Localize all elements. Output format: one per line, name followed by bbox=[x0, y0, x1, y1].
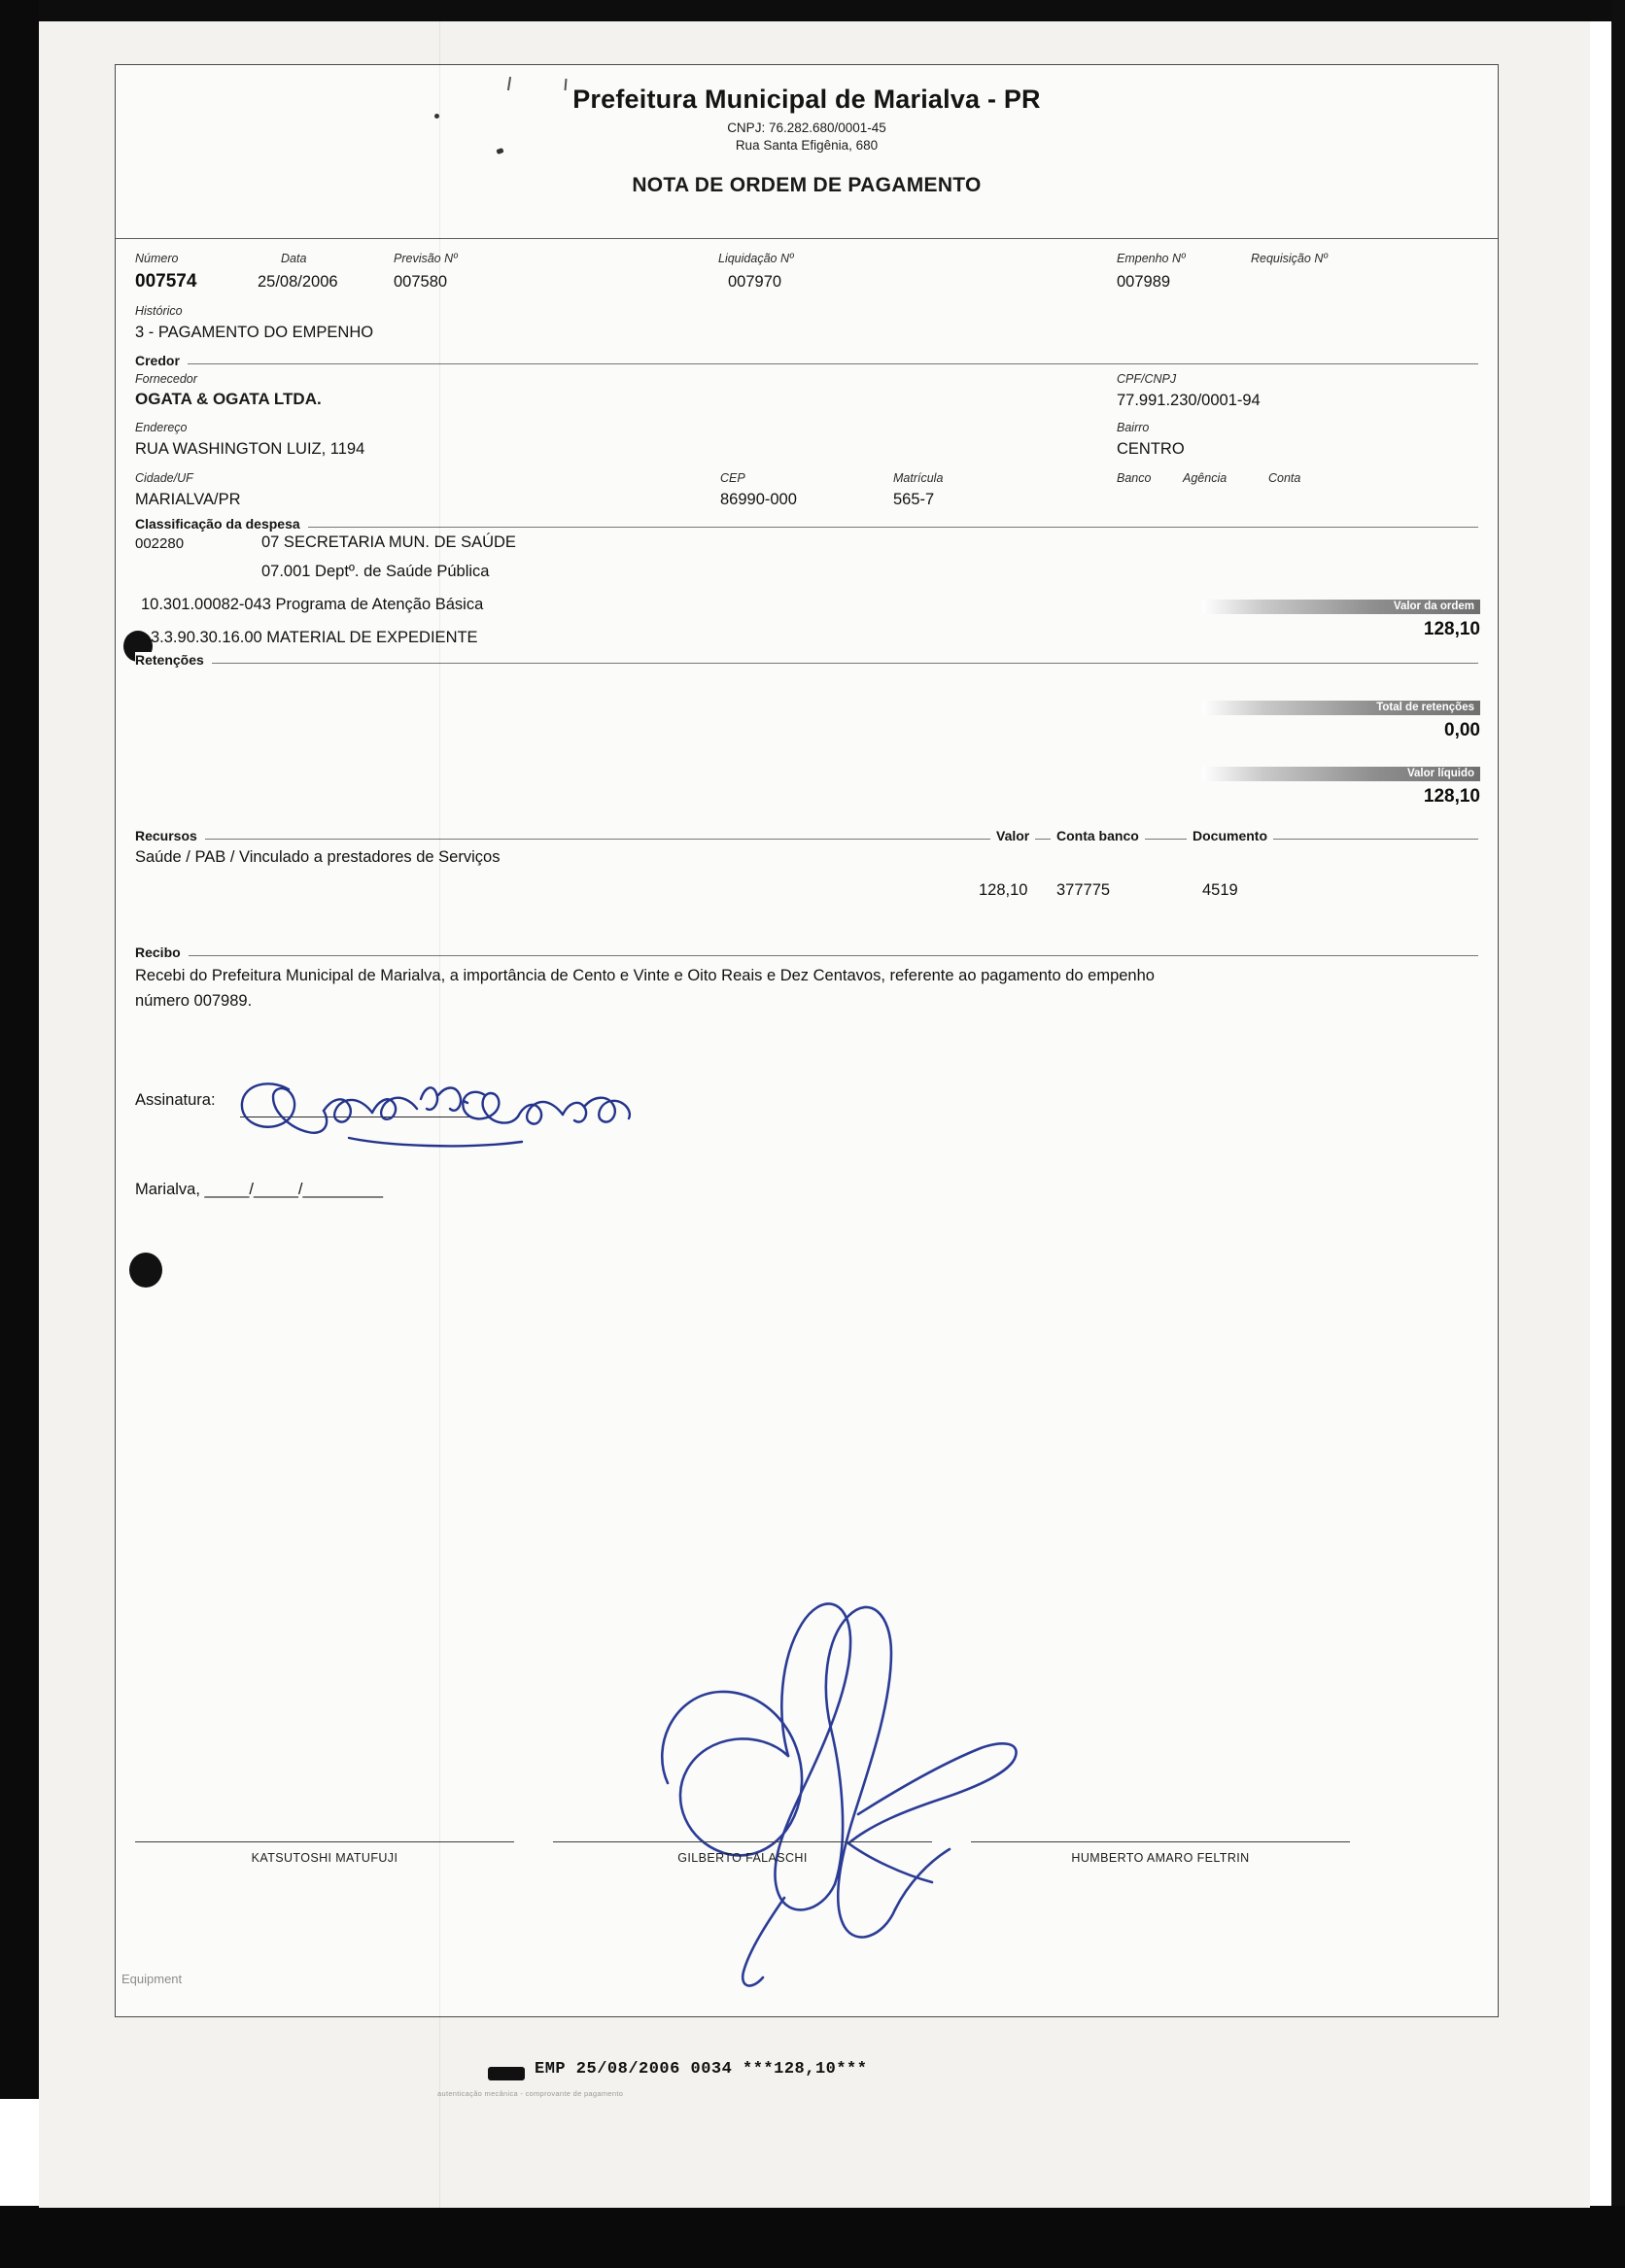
classificacao-codigo: 002280 bbox=[135, 535, 185, 552]
banco-label: Banco bbox=[1117, 471, 1152, 485]
bairro-value: CENTRO bbox=[1117, 440, 1185, 458]
scanned-page bbox=[39, 21, 1590, 2208]
retencoes-section-label: Retenções bbox=[135, 652, 212, 668]
cidade-data-line: Marialva, _____/_____/_________ bbox=[135, 1181, 384, 1198]
stamp-ink-block bbox=[488, 2067, 525, 2080]
handwritten-signature-main bbox=[640, 1523, 1107, 1989]
assinatura-label: Assinatura: bbox=[135, 1091, 216, 1109]
total-retencoes-value: 0,00 bbox=[1444, 720, 1480, 740]
footer-sign-line-1 bbox=[135, 1841, 514, 1842]
numero-value: 007574 bbox=[135, 271, 197, 292]
scan-edge-top bbox=[0, 0, 1625, 21]
liquidacao-label: Liquidação Nº bbox=[718, 252, 794, 265]
recibo-text-line1: Recebi do Prefeitura Municipal de Marialva, a importância de Cento e Vinte e Oito Reais e Dez Centavos, referente ao pagamento do empenho bbox=[135, 967, 1155, 984]
recursos-descricao: Saúde / PAB / Vinculado a prestadores de Serviços bbox=[135, 848, 501, 866]
page-title: Prefeitura Municipal de Marialva - PR bbox=[572, 85, 1041, 114]
mechanical-stamp-text: EMP 25/08/2006 0034 ***128,10*** bbox=[535, 2060, 868, 2079]
requisicao-label: Requisição Nº bbox=[1251, 252, 1328, 265]
cpfcnpj-value: 77.991.230/0001-94 bbox=[1117, 392, 1261, 409]
valor-liquido-banner bbox=[1202, 767, 1480, 781]
cpfcnpj-label: CPF/CNPJ bbox=[1117, 372, 1177, 386]
footer-signer-1: KATSUTOSHI MATUFUJI bbox=[251, 1851, 398, 1865]
cep-label: CEP bbox=[720, 471, 745, 485]
endereco-value: RUA WASHINGTON LUIZ, 1194 bbox=[135, 440, 365, 458]
recursos-col-valor: Valor bbox=[990, 828, 1035, 843]
valor-ordem-value: 128,10 bbox=[1423, 619, 1480, 639]
document-type-title: NOTA DE ORDEM DE PAGAMENTO bbox=[632, 174, 982, 196]
recursos-section-rule bbox=[135, 839, 1478, 840]
recursos-valor: 128,10 bbox=[979, 881, 1028, 899]
footer-sign-line-2 bbox=[553, 1841, 932, 1842]
data-value: 25/08/2006 bbox=[258, 273, 338, 291]
classificacao-line-1: 07.001 Deptº. de Saúde Pública bbox=[261, 563, 490, 580]
fold-line bbox=[439, 21, 440, 2208]
recursos-documento: 4519 bbox=[1202, 881, 1238, 899]
recursos-col-conta: Conta banco bbox=[1051, 828, 1145, 843]
matricula-value: 565-7 bbox=[893, 491, 935, 508]
empenho-value: 007989 bbox=[1117, 273, 1171, 291]
liquidacao-value: 007970 bbox=[728, 273, 782, 291]
header-cnpj: CNPJ: 76.282.680/0001-45 bbox=[727, 120, 886, 135]
historico-label: Histórico bbox=[135, 304, 183, 318]
scan-edge-bottom bbox=[0, 2206, 1625, 2268]
footer-signer-2: GILBERTO FALASCHI bbox=[677, 1851, 808, 1865]
data-label: Data bbox=[281, 252, 307, 265]
classificacao-line-2: 10.301.00082-043 Programa de Atenção Básica bbox=[141, 596, 484, 613]
fornecedor-label: Fornecedor bbox=[135, 372, 197, 386]
scan-edge-left bbox=[0, 0, 39, 2099]
valor-ordem-banner bbox=[1202, 600, 1480, 614]
matricula-label: Matrícula bbox=[893, 471, 944, 485]
recibo-text-line2: número 007989. bbox=[135, 992, 253, 1010]
recursos-section-label: Recursos bbox=[135, 828, 205, 843]
historico-value: 3 - PAGAMENTO DO EMPENHO bbox=[135, 324, 374, 341]
conta-label: Conta bbox=[1268, 471, 1301, 485]
classificacao-section-label: Classificação da despesa bbox=[135, 516, 308, 532]
mechanical-stamp-subtext: autenticação mecânica - comprovante de pagamento bbox=[437, 2089, 624, 2098]
fornecedor-value: OGATA & OGATA LTDA. bbox=[135, 390, 322, 408]
scan-edge-right bbox=[1611, 0, 1625, 2268]
cidade-label: Cidade/UF bbox=[135, 471, 193, 485]
recibo-section-rule bbox=[135, 955, 1478, 956]
valor-liquido-label: Valor líquido bbox=[1406, 768, 1474, 779]
document-sheet bbox=[115, 64, 1499, 2017]
valor-ordem-label: Valor da ordem bbox=[1393, 601, 1474, 612]
recursos-conta-banco: 377775 bbox=[1056, 881, 1111, 899]
recursos-col-documento: Documento bbox=[1187, 828, 1273, 843]
endereco-label: Endereço bbox=[135, 421, 188, 434]
previsao-value: 007580 bbox=[394, 273, 448, 291]
equipment-label: Equipment bbox=[121, 1972, 183, 1986]
empenho-label: Empenho Nº bbox=[1117, 252, 1186, 265]
footer-sign-line-3 bbox=[971, 1841, 1350, 1842]
cidade-value: MARIALVA/PR bbox=[135, 491, 241, 508]
bairro-label: Bairro bbox=[1117, 421, 1150, 434]
numero-label: Número bbox=[135, 252, 179, 265]
agencia-label: Agência bbox=[1183, 471, 1227, 485]
total-retencoes-banner bbox=[1202, 701, 1480, 715]
handwritten-signature-recibo bbox=[230, 1056, 658, 1158]
valor-liquido-value: 128,10 bbox=[1423, 786, 1480, 807]
credor-section-label: Credor bbox=[135, 353, 188, 368]
retencoes-section-rule bbox=[135, 663, 1478, 664]
ink-blob bbox=[129, 1253, 162, 1288]
cep-value: 86990-000 bbox=[720, 491, 797, 508]
classificacao-line-0: 07 SECRETARIA MUN. DE SAÚDE bbox=[261, 533, 516, 551]
credor-section-rule bbox=[135, 363, 1478, 364]
header-divider bbox=[116, 238, 1498, 239]
classificacao-line-3: 3.3.90.30.16.00 MATERIAL DE EXPEDIENTE bbox=[151, 629, 478, 646]
total-retencoes-label: Total de retenções bbox=[1376, 702, 1474, 713]
footer-signer-3: HUMBERTO AMARO FELTRIN bbox=[1071, 1851, 1250, 1865]
classificacao-section-rule bbox=[135, 527, 1478, 528]
recibo-section-label: Recibo bbox=[135, 945, 189, 960]
document-header bbox=[116, 65, 1498, 197]
header-address: Rua Santa Efigênia, 680 bbox=[735, 138, 879, 153]
previsao-label: Previsão Nº bbox=[394, 252, 458, 265]
